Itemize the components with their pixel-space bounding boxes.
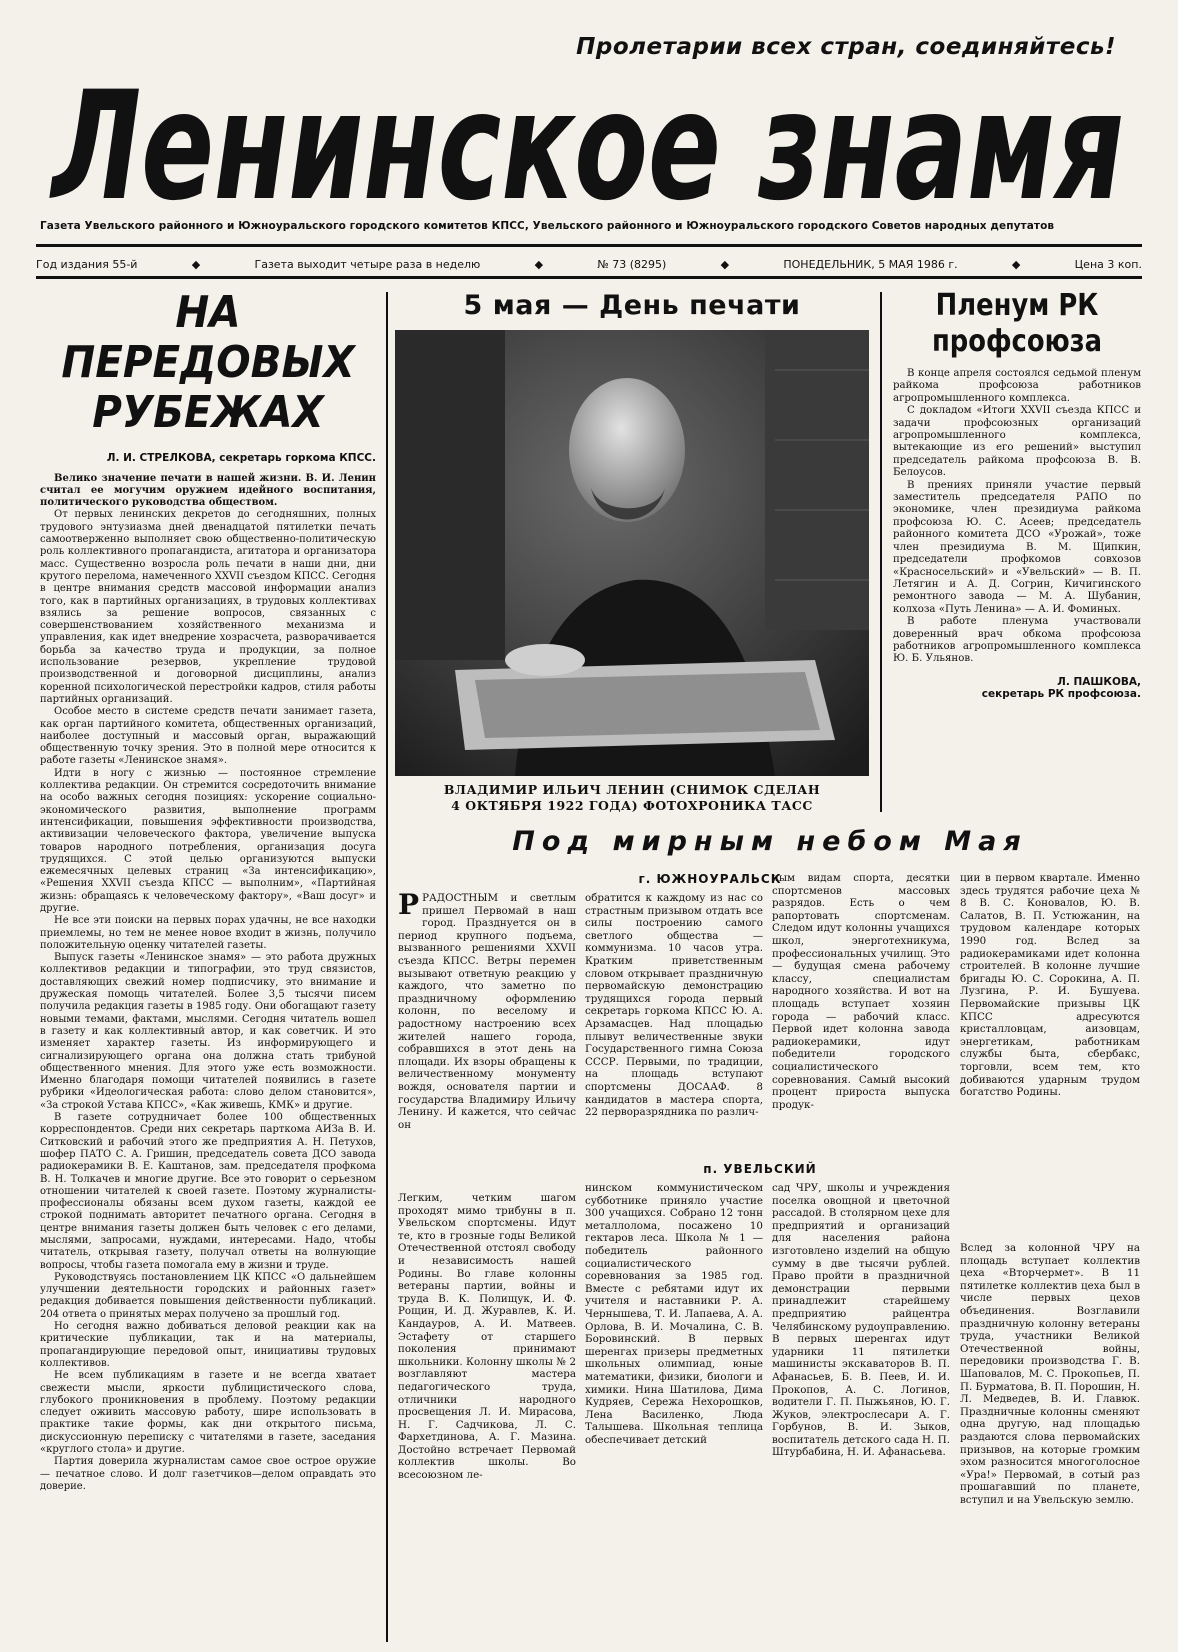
- diamond-icon: ◆: [720, 257, 730, 271]
- diamond-icon: ◆: [534, 257, 544, 271]
- may-article-title: Под мирным небом Мая: [512, 826, 1028, 857]
- drop-cap: Р: [398, 892, 420, 921]
- day-of-press-heading: 5 мая — День печати: [463, 290, 801, 321]
- may-col-6: нинском коммунистическом субботнике приняло участие 300 учащихся. Собрано 12 тонн металлолома, посажено 10 гектаров леса. Школа № 1 — победитель районного социалистического соревнования за 1985 год. Вместе с ребятами идут их учителя и наставники Р. А. Чернышева, Т. И. Лапаева, А. А. Орлова, В. И. Мочалина, С. В. Боровинский. В первых шеренгах призеры предметных школьных олимпиад, юные математики, физики, биологи и химики. Нина Шатилова, Дима Кудряев, Сережа Нехорошков, Лена Василенко, Люда Талышева. Школьная теплица обеспечивает детский: [585, 1182, 763, 1446]
- column-rule-left: [386, 292, 388, 1642]
- article-right: [893, 288, 1141, 808]
- place-heading: г. ЮЖНОУРАЛЬСК: [638, 872, 782, 886]
- subtitle: Газета Увельского районного и Южноуральского городского комитетов КПСС, Увельского районного и Южноуральского городского Советов народных депутатов: [40, 220, 1055, 232]
- photo-caption: ВЛАДИМИР ИЛЬИЧ ЛЕНИН (СНИМОК СДЕЛАН 4 ОКТЯБРЯ 1922 ГОДА) ФОТОХРОНИКА ТАСС: [443, 782, 821, 813]
- paragraph: От первых ленинских декретов до сегодняшних, полных трудового энтузиазма дней двенадцатой пятилетки печать самоотверженно выполняет свою общественно-политическую роль коллективного пропагандиста, агитатора и организатора масс. Существенно возросла роль печати в наши дни, дни крутого перелома, намеченного XXVII съездом КПСС. Сегодня в центре внимания средств массовой информации анализ того, как в партийных организациях, в трудовых коллективах взялись за решение вопросов, связанных с совершенствованием хозяйственного механизма и управления, как идет внедрение хозрасчета, разворачивается борьба за качество труда и продукции, за полное использование резервов, укрепление трудовой производственной и договорной дисциплины, анализ коренной психологической перестройки кадров, стиля работы партийных организаций.: [40, 509, 376, 705]
- paragraph: Партия доверила журналистам самое свое острое оружие — печатное слово. И долг газетчиков—делом оправдать это доверие.: [40, 1456, 376, 1492]
- place-heading: п. УВЕЛЬСКИЙ: [703, 1162, 817, 1176]
- paragraph: Особое место в системе средств печати занимает газета, как орган партийного комитета, общественных организаций, наиболее доступный и массовый орган, выражающий общественную точку зрения. Это в полной мере относится к работе газеты «Ленинское знамя».: [40, 706, 376, 767]
- slogan: Пролетарии всех стран, соединяйтесь!: [576, 34, 1116, 60]
- portrait-illustration: [395, 330, 869, 776]
- article-right-title: Пленум РК профсоюза: [931, 288, 1103, 359]
- masthead-title: Ленинское знамя: [49, 60, 1124, 218]
- paragraph: Идти в ногу с жизнью — постоянное стремление коллектива редакции. Он стремится сосредоточить внимание на особо важных сегодня позициях: ускорение социально-экономического развития, выполнение программ интенсификации, повышения эффективности производства, активизации человеческого фактора, увеличение выпуска товаров народного потребления, организация досуга трудящихся. С этой целью организуются выпуски ежемесячных целевых страниц «За интенсификацию», «Решения XXVII съезда КПСС — выполним», «Партийная жизнь: обращаясь к человеческому фактору», «Ваш досуг» и другие.: [40, 767, 376, 914]
- paragraph: Руководствуясь постановлением ЦК КПСС «О дальнейшем улучшении деятельности городских и районных газет» редакция добивается повышения действенности публикаций. 204 ответа о принятых мерах получено за прошлый год.: [40, 1271, 376, 1320]
- may-col-4: ции в первом квартале. Именно здесь трудятся рабочие цеха № 8 В. С. Коновалов, Ю. В. Салатов, В. П. Устюжанин, на трудовом календаре которых 1990 год. Вслед за радиокерамиками идет колонна строителей. В колонне лучшие бригады Ю. С. Сорокина, А. П. Лузгина, Р. И. Бушуева. Первомайские призывы ЦК КПСС адресуются кристалловцам, аизовцам, энергетикам, работникам службы быта, сбербакс, торговли, всем тем, кто добиваются ударным трудом богатство Родины.: [960, 872, 1140, 1099]
- masthead: [48, 58, 1128, 218]
- diamond-icon: ◆: [191, 257, 201, 271]
- lenin-photo: [395, 330, 869, 776]
- diamond-icon: ◆: [1011, 257, 1021, 271]
- paragraph: В газете сотрудничает более 100 общественных корреспондентов. Среди них секретарь парткома АИЗа В. И. Ситковский и рабочий этого же предприятия А. Н. Петухов, шофер ПАТО С. А. Гришин, председатель совета ДСО завода радиокерамики В. Е. Каштанов, зам. председателя профкома В. Н. Толкачев и многие другие. Все это говорит о серьезном отношении читателей к своей газете. Поэтому журналисты-профессионалы обязаны всем духом газеты, каждой ее строкой поднимать авторитет печатного органа. Сегодня в центре внимания газеты должен быть человек с его делами, мыслями, запросами, нуждами, интересами. Надо, чтобы читатель, открывая газету, получал ответы на волнующие вопросы, чтобы газета помогала ему в жизни и труде.: [40, 1112, 376, 1271]
- may-col-5: Легким, четким шагом проходят мимо трибуны в п. Увельском спортсмены. Идут те, кто в грозные годы Великой Отечественной отстоял свободу и независимость нашей Родины. Во главе колонны ветераны партии, войны и труда В. К. Полищук, И. Ф. Рощин, И. Д. Журавлев, К. И. Кандауров, А. И. Матвеев. Эстафету от старшего поколения принимают школьники. Колонну школы № 2 возглавляют мастера педагогического труда, отличники народного просвещения Л. И. Мирасова, Н. Г. Садчикова, Л. С. Фархетдинова, А. Г. Мазина. Достойно встречает Первомай коллектив школы. Во всесоюзном ле-: [398, 1192, 576, 1482]
- paragraph: Не всем публикациям в газете и не всегда хватает свежести мысли, яркости публицистического слова, глубокого проникновения в проблему. Поэтому редакции следует оживить массовую работу, шире использовать в практике такие формы, как дни открытого письма, дискуссионную переписку с читателями в газете, заседания «круглого стола» и другие.: [40, 1370, 376, 1456]
- frequency: Газета выходит четыре раза в неделю: [254, 257, 481, 271]
- paragraph: В работе пленума участвовали доверенный врач обкома профсоюза работников агропромышленного комплекса Ю. Б. Ульянов.: [893, 616, 1141, 665]
- paragraph: Велико значение печати в нашей жизни. В. И. Ленин считал ее могучим оружием идейного воспитания, политического руководства обществом.: [40, 472, 376, 509]
- may-col-3: ным видам спорта, десятки спортсменов массовых разрядов. Есть о чем рапортовать спортсменам. Следом идут колонны учащихся школ, энерготехникума, профессиональных училищ. Это — будущая смена рабочему классу, специалистам народного хозяйства. И вот на площадь вступает хозяин города — рабочий класс. Первой идет колонна завода радиокерамики, идут победители городского социалистического соревнования. Самый высокий процент прироста выпуска продук-: [772, 872, 950, 1111]
- may-col-2: обратится к каждому из нас со страстным призывом отдать все силы построению самого светлого общества — коммунизма. 10 часов утра. Кратким приветственным словом открывает праздничную первомайскую демонстрацию трудящихся города первый секретарь горкома КПСС Ю. А. Арзамасцев. Над площадью плывут величественные звуки Государственного гимна Союза СССР. Первыми, по традиции, на площадь вступают спортсмены ДОСААФ. 8 кандидатов в мастера спорта, 22 перворазрядника по различ-: [585, 892, 763, 1119]
- paragraph: В прениях приняли участие первый заместитель председателя РАПО по экономике, член президиума райкома профсоюза Ю. С. Асеев; председатель районного комитета ДСО «Урожай», тоже член президиума В. М. Щипкин, председатели профкомов совхозов «Красносельский» и «Увельский» — В. П. Летягин и А. Д. Согрин, Кичигинского ремонтного завода — М. А. Шубанин, колхоза «Путь Ленина» — А. И. Фоминых.: [893, 479, 1141, 615]
- may-col-1: РРАДОСТНЫМ и светлым пришел Первомай в наш город. Празднуется он в период крупного подъема, вызванного решениями XXVII съезда КПСС. Ветры перемен вызывают ответную реакцию у каждого, что заметно по праздничному оформлению колонн, по веселому и радостному настроению всех жителей нашего города, собравшихся в этот день на площади. Их взоры обращены к величественному монументу вождя, основателя партии и государства Владимиру Ильичу Ленину. И кажется, что сейчас он: [398, 892, 576, 1131]
- issue-date: ПОНЕДЕЛЬНИК, 5 МАЯ 1986 г.: [783, 257, 958, 271]
- paragraph: Выпуск газеты «Ленинское знамя» — это работа дружных коллективов редакции и типографии, это труд связистов, доставляющих свежий номер подписчику, это внимание и дружеская помощь читателей. Более 3,5 тысячи писем получила редакция газеты в 1985 году. Они обогащают газету новыми темами, фактами, мыслями. Сегодня читатель вошел в газету и как коллективный автор, и как советчик. И это изменяет характер газеты. Из информирующего и сигнализирующего органа она должна стать трибуной общественного мнения. Для этого уже есть возможности. Именно благодаря помощи читателей появились в газете рубрики «Идеологическая работа: слово делом становится», «За строкой Устава КПСС», «Как живешь, КМК» и другие.: [40, 952, 376, 1111]
- price: Цена 3 коп.: [1074, 257, 1142, 271]
- paragraph: С докладом «Итоги XXVII съезда КПСС и задачи профсоюзных организаций агропромышленного комплекса, вытекающие из его решений» выступил председатель райкома профсоюза В. В. Белоусов.: [893, 405, 1141, 479]
- top-rule: [36, 244, 1142, 247]
- article-left-title: НА ПЕРЕДОВЫХ РУБЕЖАХ: [61, 288, 355, 438]
- paragraph: Но сегодня важно добиваться деловой реакции как на критические публикации, так и на материалы, пропагандирующие передовой опыт, инициативы трудовых коллективов.: [40, 1321, 376, 1369]
- article-left: [40, 288, 376, 1648]
- year-of-issue: Год издания 55-й: [36, 257, 138, 271]
- article-right-byline: Л. ПАШКОВА, секретарь РК профсоюза.: [981, 675, 1141, 701]
- paragraph: В конце апреля состоялся седьмой пленум райкома профсоюза работников агропромышленного комплекса.: [893, 368, 1141, 404]
- column-rule-right: [880, 292, 882, 812]
- article-left-byline: Л. И. СТРЕЛКОВА, секретарь горкома КПСС.: [106, 452, 376, 464]
- info-rule: [36, 276, 1142, 279]
- paragraph: Не все эти поиски на первых порах удачны, не все находки приемлемы, но тем не менее новое входит в жизнь, получило положительную оценку читателей газеты.: [40, 915, 376, 951]
- may-col-8: Вслед за колонной ЧРУ на площадь вступает коллектив цеха «Вторчермет». В 11 пятилетке коллектив цеха был в числе первых цехов объединения. Возглавили праздничную колонну ветераны труда, участники Великой Отечественной войны, передовики производства Г. В. Шаповалов, М. С. Прокопьев, П. П. Бурматова, В. П. Порошин, Н. Л. Медведев, В. И. Главюк. Праздничные колонны сменяют одна другую, над площадью раздаются слова первомайских призывов, на которые громким эхом разносится многоголосное «Ура!» Первомай, в сотый раз прошагавший по планете, вступил и на Увельскую землю.: [960, 1242, 1140, 1506]
- info-bar: [36, 254, 1142, 274]
- may-col-7: сад ЧРУ, школы и учреждения поселка овощной и цветочной рассадой. В столярном цехе для предприятий и организаций для населения района изготовлено изделий на общую сумму в две тысячи рублей. Право пройти в праздничной демонстрации первыми принадлежит старейшему предприятию райцентра Челябинскому рудоуправлению. В первых шеренгах идут ударники 11 пятилетки машинисты экскаваторов В. П. Афанасьев, Б. В. Пеев, И. И. Прокопов, А. С. Логинов, водители Г. П. Пыжьянов, Ю. Г. Жуков, электрослесари А. Г. Горбунов, В. И. Зыков, воспитатель детского сада Н. П. Штурбабина, Н. И. Афанасьева.: [772, 1182, 950, 1459]
- issue-number: № 73 (8295): [597, 257, 667, 271]
